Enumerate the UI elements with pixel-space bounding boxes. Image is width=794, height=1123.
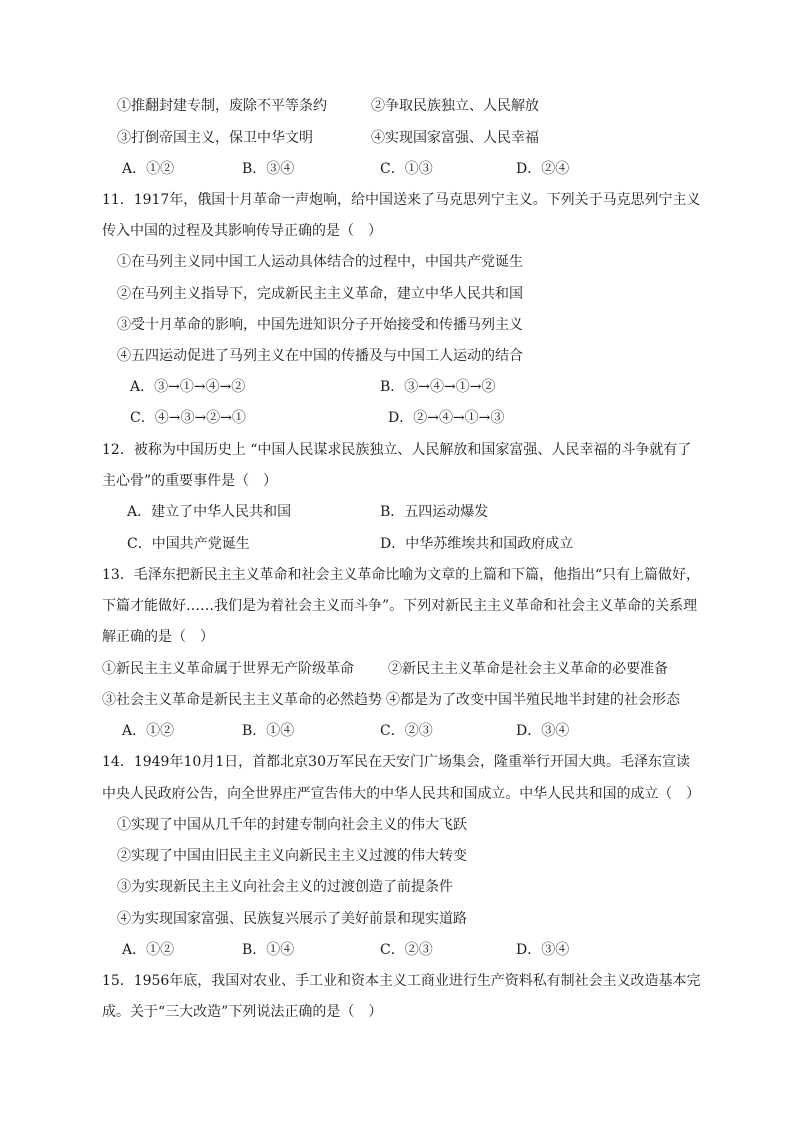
q11-item-1: ①在马列主义同中国工人运动具体结合的过程中，中国共产党诞生 <box>117 254 523 270</box>
q10-item-1: ①推翻封建专制，废除不平等条约 <box>117 98 327 114</box>
q10-item-4: ④实现国家富强、人民幸福 <box>371 130 539 146</box>
q14-option-a: A．①② <box>122 942 175 958</box>
q11-item-2: ②在马列主义指导下，完成新民主主义革命，建立中华人民共和国 <box>117 286 523 302</box>
q10-option-b: B．③④ <box>242 161 295 177</box>
q11-option-b: B．③→④→①→② <box>380 379 496 395</box>
q10-item-3: ③打倒帝国主义，保卫中华文明 <box>117 130 313 146</box>
q11-option-d: D．②→④→①→③ <box>388 410 505 426</box>
q12-option-b: B．五四运动爆发 <box>380 504 489 520</box>
q14-option-b: B．①④ <box>242 942 295 958</box>
q14-item-2: ②实现了中国由旧民主主义向新民主主义过渡的伟大转变 <box>117 848 467 864</box>
q11-stem-line-1: 11．1917年，俄国十月革命一声炮响，给中国送来了马克思列宁主义。下列关于马克思列宁主义 <box>102 192 701 208</box>
q13-item-2: ②新民主主义革命是社会主义革命的必要准备 <box>388 661 668 677</box>
q10-option-a: A．①② <box>122 161 175 177</box>
q11-option-a: A．③→①→④→② <box>130 379 246 395</box>
q15-stem-line-2: 成。关于“三大改造”下列说法正确的是（ ） <box>102 1004 383 1020</box>
q14-item-1: ①实现了中国从几千年的封建专制向社会主义的伟大飞跃 <box>117 817 467 833</box>
q12-stem-line-1: 12．被称为中国历史上 “中国人民谋求民族独立、人民解放和国家富强、人民幸福的斗争就有了 <box>102 442 692 458</box>
q13-item-1: ①新民主主义革命属于世界无产阶级革命 <box>102 661 354 677</box>
q13-stem-line-1: 13．毛泽东把新民主主义革命和社会主义革命比喻为文章的上篇和下篇，他指出“只有上篇做好， <box>102 567 700 583</box>
q13-item-3: ③社会主义革命是新民主主义革命的必然趋势 <box>102 692 382 708</box>
q11-item-3: ③受十月革命的影响，中国先进知识分子开始接受和传播马列主义 <box>117 317 523 333</box>
q11-stem-line-2: 传入中国的过程及其影响传导正确的是（ ） <box>102 223 382 239</box>
q14-item-3: ③为实现新民主主义向社会主义的过渡创造了前提条件 <box>117 879 453 895</box>
q14-option-c: C．②③ <box>380 942 433 958</box>
q12-option-a: A．建立了中华人民共和国 <box>127 504 292 520</box>
q14-stem-line-2: 中央人民政府公告，向全世界庄严宣告伟大的中华人民共和国成立。中华人民共和国的成立（ ） <box>102 786 701 802</box>
q13-option-d: D．③④ <box>516 723 570 739</box>
q13-option-c: C．②③ <box>380 723 433 739</box>
q13-item-4: ④都是为了改变中国半殖民地半封建的社会形态 <box>386 692 680 708</box>
q12-stem-line-2: 主心骨”的重要事件是（ ） <box>102 473 278 489</box>
q10-item-2: ②争取民族独立、人民解放 <box>371 98 539 114</box>
q11-option-c: C．④→③→②→① <box>130 410 246 426</box>
q15-stem-line-1: 15．1956年底，我国对农业、手工业和资本主义工商业进行生产资料私有制社会主义改造基本完 <box>102 973 701 989</box>
q13-stem-line-2: 下篇才能做好……我们是为着社会主义而斗争”。下列对新民主主义革命和社会主义革命的关系理 <box>102 598 698 614</box>
q12-option-d: D．中华苏维埃共和国政府成立 <box>380 536 574 552</box>
q10-option-d: D．②④ <box>516 161 570 177</box>
q14-stem-line-1: 14．1949年10月1日，首都北京30万军民在天安门广场集会，隆重举行开国大典。毛泽东宣读 <box>102 754 690 770</box>
q12-option-c: C．中国共产党诞生 <box>127 536 250 552</box>
q13-option-a: A．①② <box>122 723 175 739</box>
q10-option-c: C．①③ <box>380 161 433 177</box>
q14-item-4: ④为实现国家富强、民族复兴展示了美好前景和现实道路 <box>117 911 467 927</box>
q13-stem-line-3: 解正确的是（ ） <box>102 629 214 645</box>
q11-item-4: ④五四运动促进了马列主义在中国的传播及与中国工人运动的结合 <box>117 348 523 364</box>
q14-option-d: D．③④ <box>516 942 570 958</box>
q13-option-b: B．①④ <box>242 723 295 739</box>
